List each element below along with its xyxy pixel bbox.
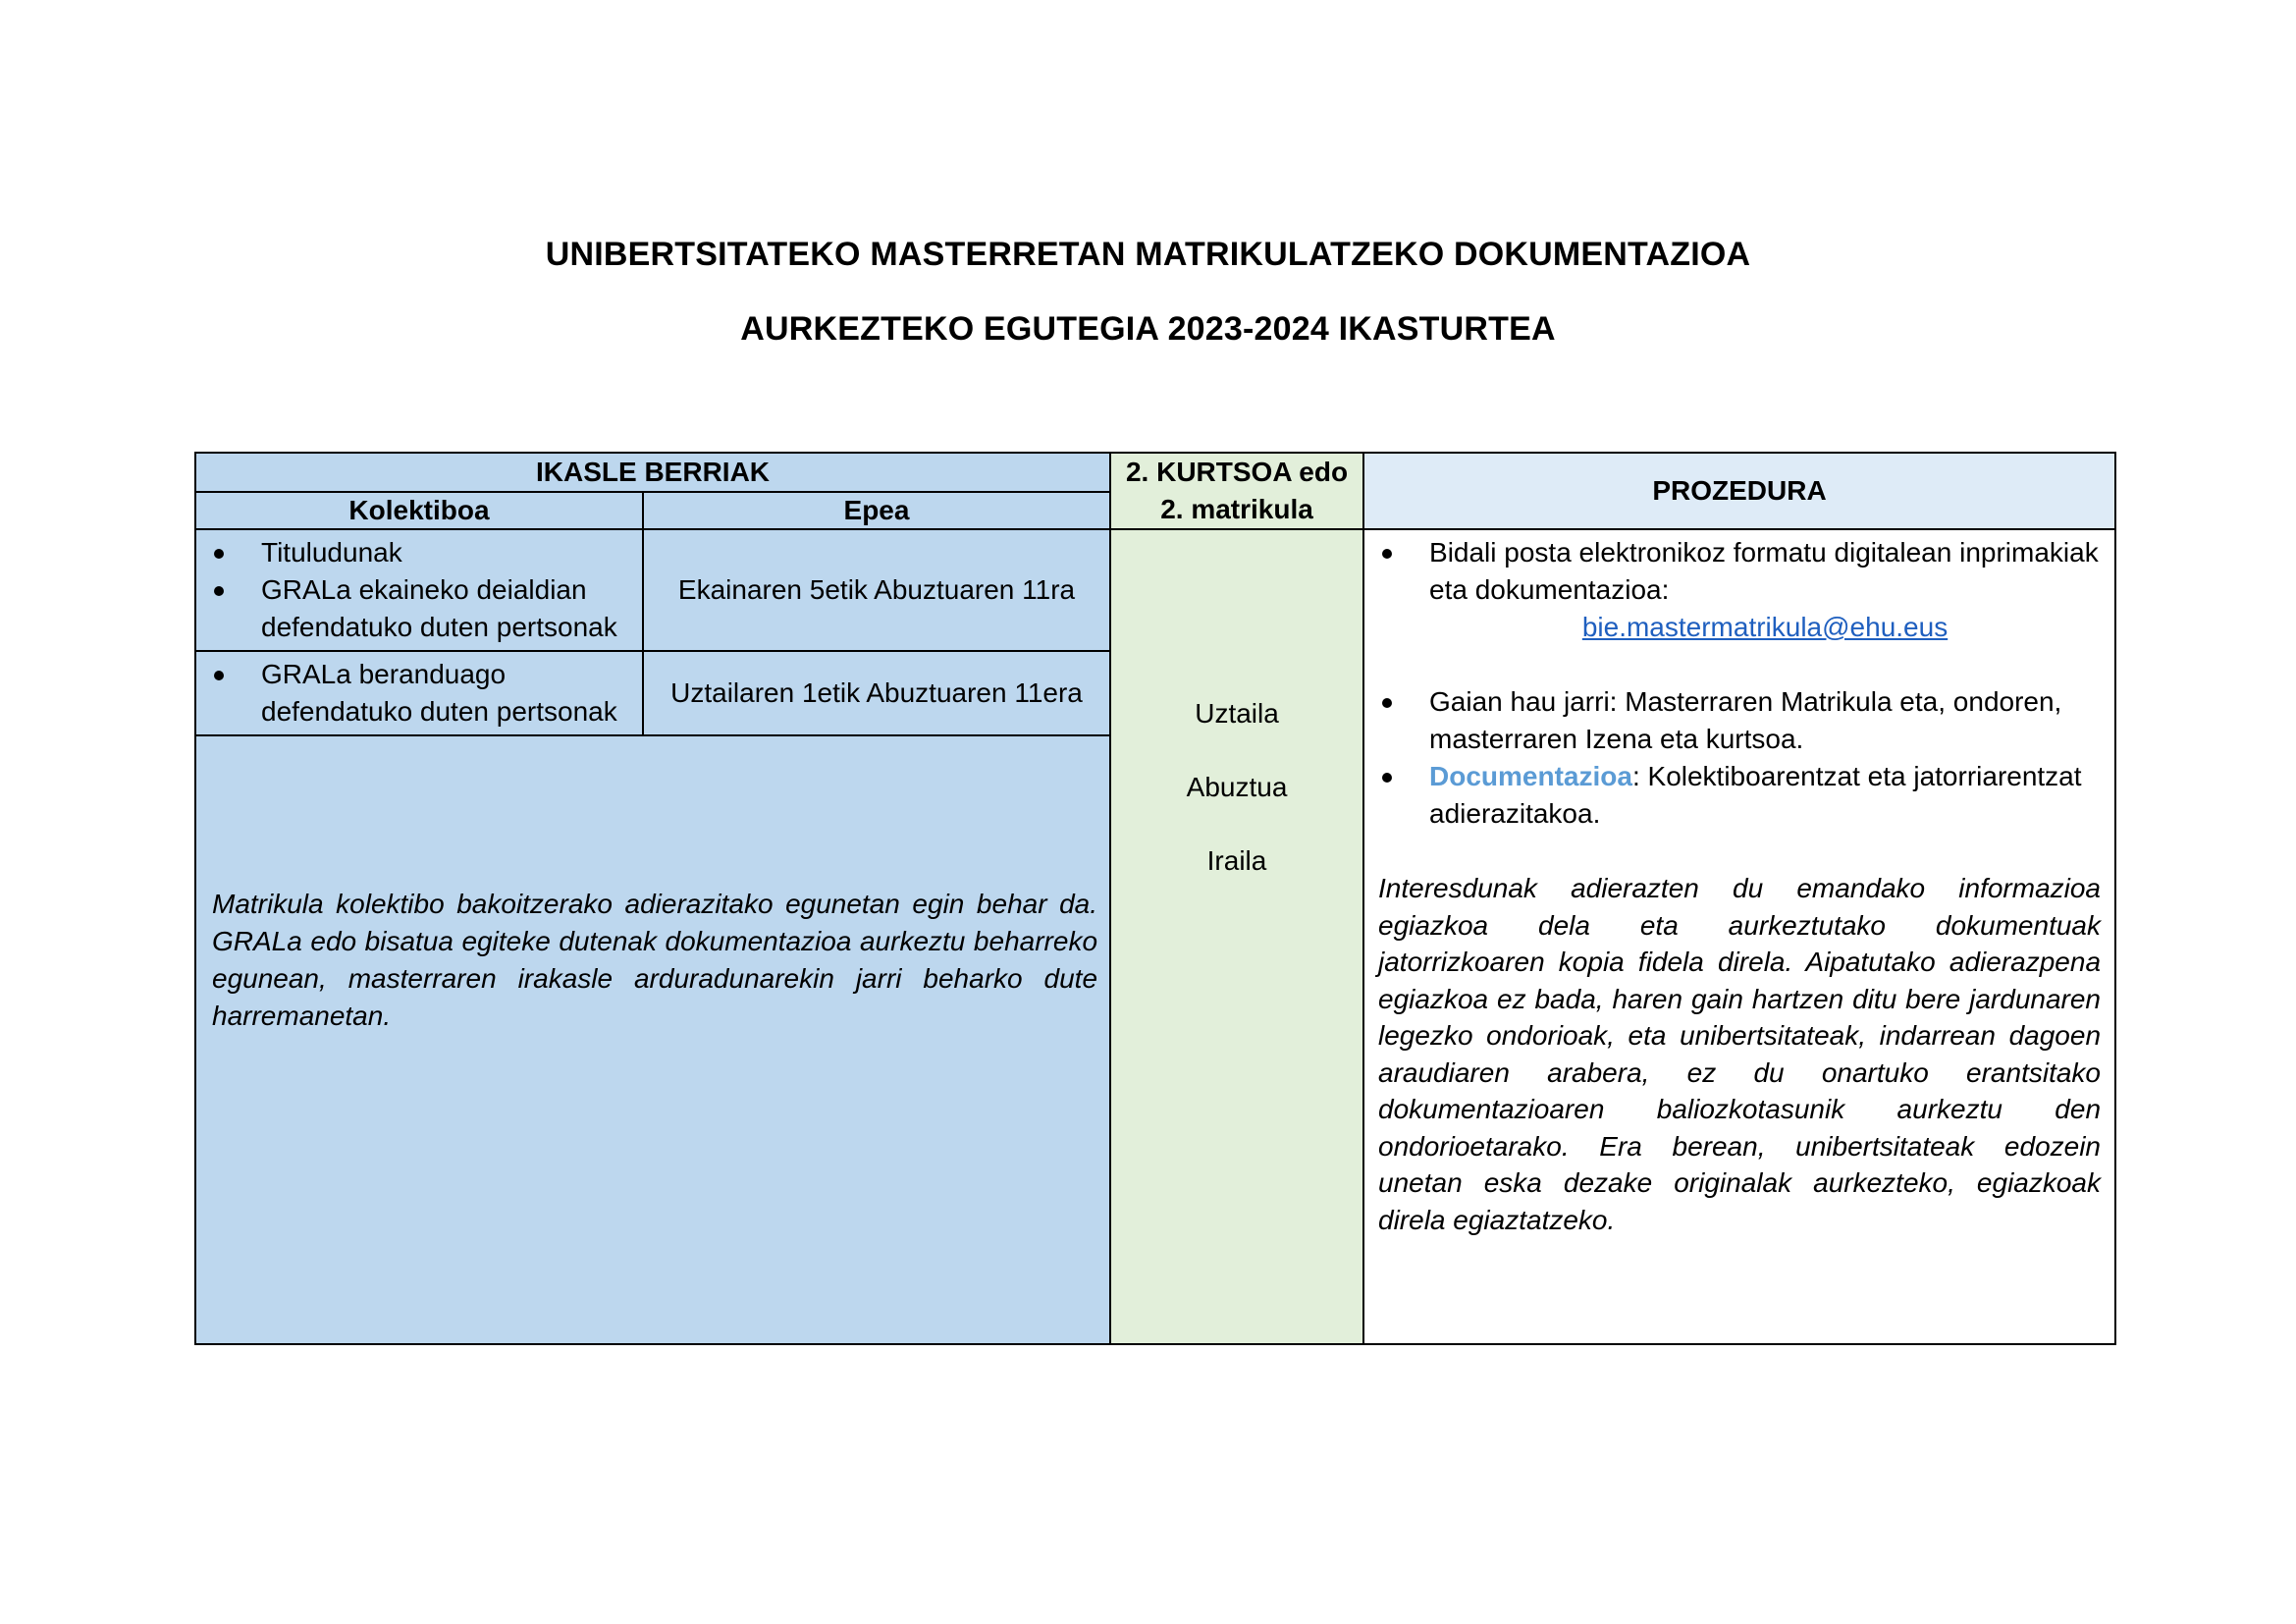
kolektiboa-item: GRALa beranduago defendatuko duten pertsonak bbox=[196, 656, 634, 731]
epea-cell-2: Uztailaren 1etik Abuztuaren 11era bbox=[643, 651, 1110, 735]
calendar-table bbox=[194, 452, 2116, 1345]
documentazioa-label: Documentazioa bbox=[1429, 761, 1632, 791]
header-kurtsoa-line1: 2. KURTSOA edo bbox=[1125, 457, 1349, 487]
month-uztaila: Uztaila bbox=[1195, 698, 1279, 729]
note-cell bbox=[195, 735, 1110, 1344]
header-ikasle-berriak: IKASLE BERRIAK bbox=[195, 453, 1110, 492]
epea-cell-1: Ekainaren 5etik Abuztuaren 11ra bbox=[643, 529, 1110, 651]
bullet-icon bbox=[214, 586, 224, 596]
bullet-icon bbox=[1382, 698, 1392, 708]
legal-notice: Interesdunak adierazten du emandako informazioa egiazkoa dela eta aurkeztutako dokumentuak jatorrizkoaren kopia fidela direla. Aipatutako adierazpena egiazkoa ez bada, haren gain hartzen ditu bere jardunaren legezko ondorioak, eta unibertsitateak, indarrean dagoen araudiaren arabera, ez du onartuko erantsitako dokumentazioaren baliozkotasunik aurkeztu den ondorioetarako. Era berean, unibertsitateak edozein unetan eska dezake originalak aurkezteko, egiazkoak direla egiaztatzeko. bbox=[1378, 873, 2102, 1235]
kolektiboa-item: Tituludunak bbox=[196, 534, 634, 571]
header-epea: Epea bbox=[643, 492, 1110, 529]
document-subtitle: AURKEZTEKO EGUTEGIA 2023-2024 IKASTURTEA bbox=[740, 310, 1556, 348]
kolektiboa-item: GRALa ekaineko deialdian defendatuko duten pertsonak bbox=[196, 571, 634, 646]
bullet-icon bbox=[1382, 773, 1392, 783]
procedure-item-send: Bidali posta elektronikoz formatu digitalean inprimakiak eta dokumentazioa: bbox=[1364, 534, 2101, 609]
header-kurtsoa-line2: 2. matrikula bbox=[1160, 494, 1313, 524]
months-cell bbox=[1110, 529, 1363, 1344]
header-kurtsoa bbox=[1110, 453, 1363, 529]
procedure-cell bbox=[1363, 529, 2115, 1344]
month-abuztua: Abuztua bbox=[1186, 772, 1288, 802]
matrikula-note: Matrikula kolektibo bakoitzerako adierazitako egunetan egin behar da. GRALa edo bisatua egiteke dutenak dokumentazioa aurkeztu beharreko egunean, masterraren irakasle arduradunarekin jarri beharko dute harremanetan. bbox=[212, 889, 1098, 1031]
procedure-item-documentation: Documentazioa: Kolektiboarentzat eta jatorriarentzat adierazitakoa. bbox=[1364, 758, 2101, 833]
bullet-icon bbox=[1382, 549, 1392, 559]
kolektiboa-cell-2 bbox=[195, 651, 643, 735]
month-iraila: Iraila bbox=[1206, 845, 1267, 876]
header-kolektiboa: Kolektiboa bbox=[195, 492, 643, 529]
email-link[interactable]: bie.mastermatrikula@ehu.eus bbox=[1581, 612, 1949, 642]
header-prozedura: PROZEDURA bbox=[1363, 453, 2115, 529]
bullet-icon bbox=[214, 671, 224, 680]
kolektiboa-cell-1 bbox=[195, 529, 643, 651]
document-title: UNIBERTSITATEKO MASTERRETAN MATRIKULATZEKO DOKUMENTAZIOA bbox=[545, 236, 1751, 273]
bullet-icon bbox=[214, 549, 224, 559]
procedure-item-subject: Gaian hau jarri: Masterraren Matrikula eta, ondoren, masterraren Izena eta kurtsoa. bbox=[1364, 683, 2101, 758]
